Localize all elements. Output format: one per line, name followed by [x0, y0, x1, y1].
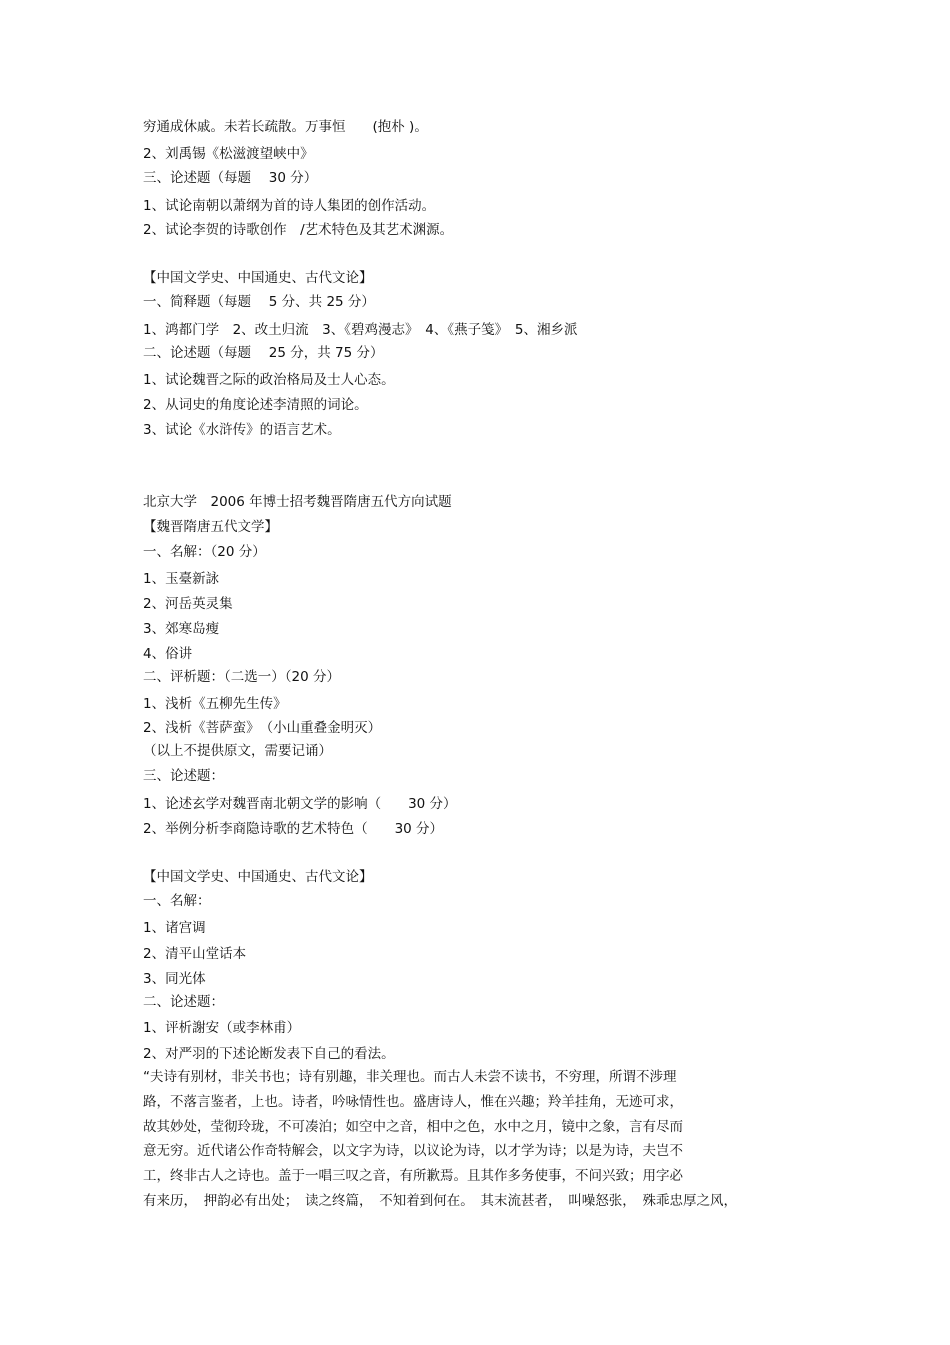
section-heading: 二、评析题：（二选一）（20 分）: [143, 669, 340, 685]
text-line: 1、鸿都门学 2、改土归流 3、《碧鸡漫志》 4、《燕子笺》 5、湘乡派: [143, 322, 578, 338]
text-line: 1、浅析《五柳先生传》: [143, 696, 287, 712]
section-heading: 一、名解：（20 分）: [143, 544, 266, 560]
text-line: 4、俗讲: [143, 646, 193, 662]
quote-line: 路，不落言鉴者，上也。诗者，吟咏情性也。盛唐诗人，惟在兴趣；羚羊挂角，无迹可求，: [143, 1094, 683, 1110]
quote-line: “夫诗有别材，非关书也；诗有别趣，非关理也。而古人未尝不读书，不穷理，所谓不涉理: [143, 1069, 677, 1085]
text-line: 2、举例分析李商隐诗歌的艺术特色（ 30 分）: [143, 821, 444, 837]
section-heading: 一、简释题（每题 5 分、共 25 分）: [143, 294, 375, 310]
text-line: 1、评析謝安（或李林甫）: [143, 1020, 301, 1036]
section-heading: 【中国文学史、中国通史、古代文论】: [143, 270, 373, 286]
section-heading: 三、论述题：: [143, 768, 224, 784]
text-line: 1、诸宫调: [143, 920, 206, 936]
text-line: 1、试论南朝以萧纲为首的诗人集团的创作活动。: [143, 198, 436, 214]
text-line: 2、河岳英灵集: [143, 596, 233, 612]
quote-line: 故其妙处，莹彻玲珑，不可凑泊；如空中之音，相中之色，水中之月，镜中之象，言有尽而: [143, 1119, 683, 1135]
text-line: 穷通成休戚。未若长疏散。万事恒 (抱朴 )。: [143, 119, 428, 135]
quote-line: 工，终非古人之诗也。盖于一唱三叹之音，有所歉焉。且其作多务使事，不问兴致；用字必: [143, 1168, 683, 1184]
text-line: 2、刘禹锡《松滋渡望峡中》: [143, 146, 314, 162]
quote-line: 意无穷。近代诸公作奇特解会，以文字为诗，以议论为诗，以才学为诗；以是为诗，夫岂不: [143, 1143, 683, 1159]
text-line: 1、论述玄学对魏晋南北朝文学的影响（ 30 分）: [143, 796, 457, 812]
text-line: 3、同光体: [143, 971, 206, 987]
section-heading: 二、论述题：: [143, 994, 224, 1010]
section-heading: 三、论述题（每题 30 分）: [143, 170, 318, 186]
exam-title: 北京大学 2006 年博士招考魏晋隋唐五代方向试题: [143, 494, 452, 510]
quote-line: 有来历， 押韵必有出处； 读之终篇， 不知着到何在。 其末流甚者， 叫噪怒张， 殊乖忠厚之风，: [143, 1193, 737, 1209]
text-line: 2、浅析《菩萨蛮》 （小山重叠金明灭）: [143, 720, 382, 736]
text-line: 2、对严羽的下述论断发表下自己的看法。: [143, 1046, 395, 1062]
text-line: （以上不提供原文，需要记诵）: [143, 743, 332, 759]
section-heading: 【魏晋隋唐五代文学】: [143, 519, 278, 535]
text-line: 1、试论魏晋之际的政治格局及士人心态。: [143, 372, 395, 388]
text-line: 1、玉臺新詠: [143, 571, 220, 587]
section-heading: 【中国文学史、中国通史、古代文论】: [143, 869, 373, 885]
text-line: 3、试论《水浒传》的语言艺术。: [143, 422, 341, 438]
section-heading: 二、论述题（每题 25 分，共 75 分）: [143, 345, 384, 361]
section-heading: 一、名解：: [143, 893, 211, 909]
text-line: 2、清平山堂话本: [143, 946, 247, 962]
text-line: 3、郊寒岛瘦: [143, 621, 220, 637]
text-line: 2、试论李贺的诗歌创作 /艺术特色及其艺术渊源。: [143, 222, 454, 238]
text-line: 2、从词史的角度论述李清照的词论。: [143, 397, 368, 413]
